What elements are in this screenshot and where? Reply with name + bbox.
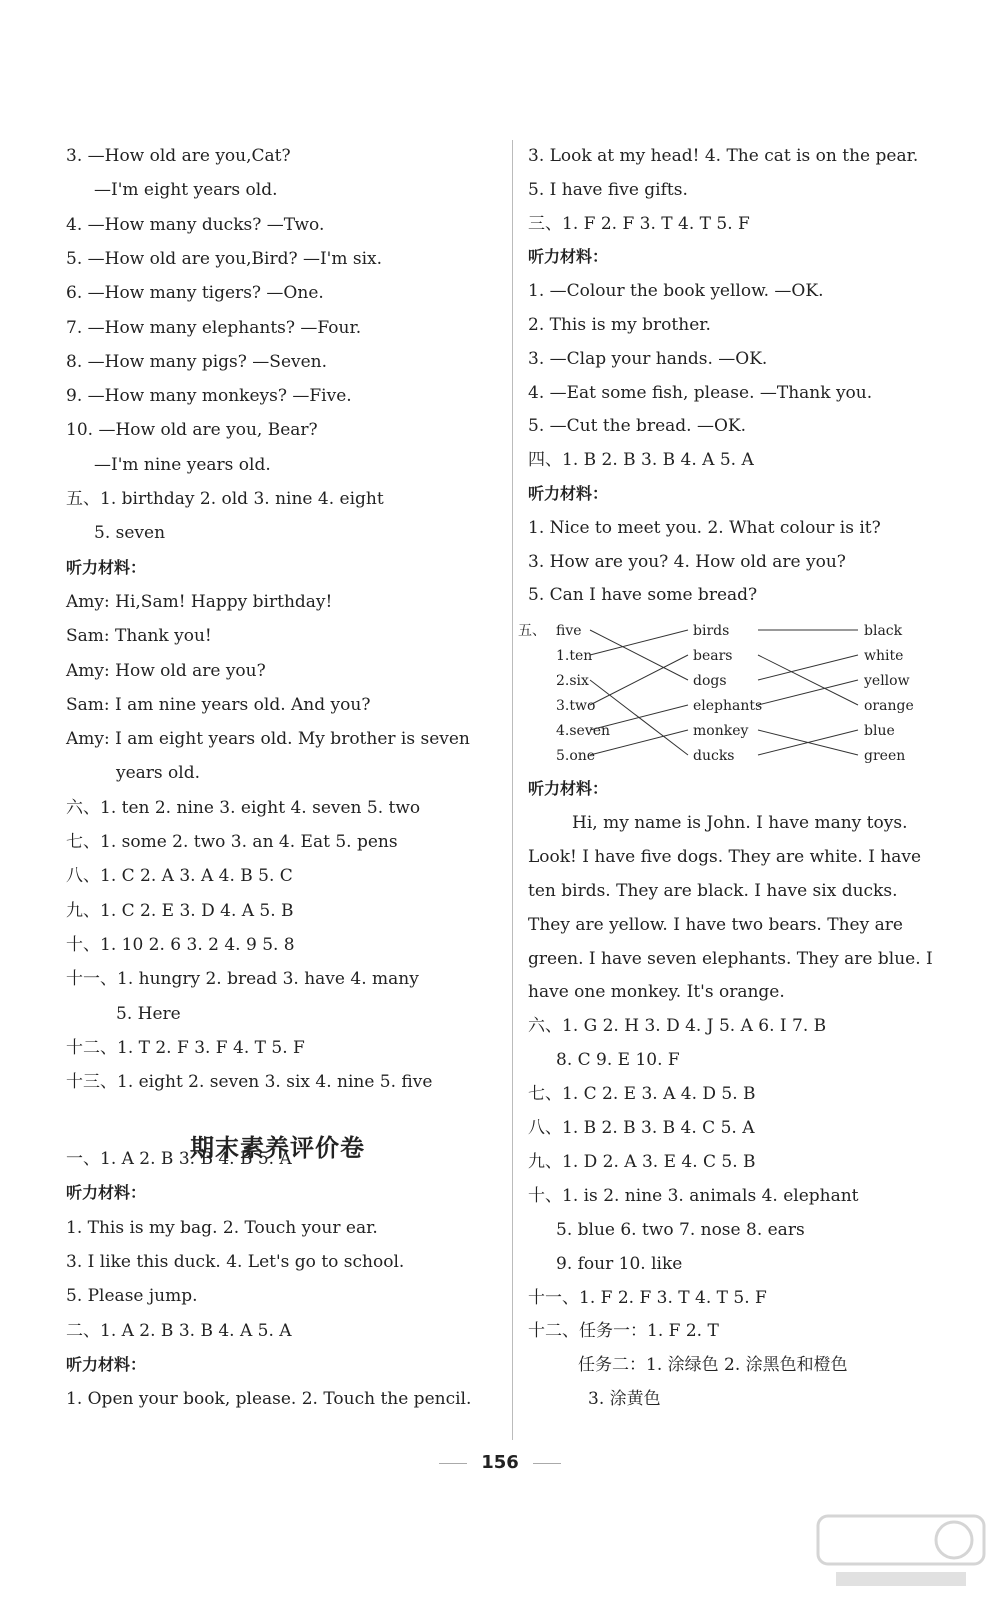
match-line [590, 630, 688, 655]
match-number: 4.seven [556, 723, 611, 739]
matching-label: 五、 [518, 623, 546, 639]
answer-line: 十、1. is 2. nine 3. animals 4. elephant [528, 1185, 859, 1206]
match-colour: green [864, 748, 906, 764]
match-line [590, 655, 688, 705]
answer-line: 1. Nice to meet you. 2. What colour is it? [528, 517, 881, 538]
answer-line: 八、1. B 2. B 3. B 4. C 5. A [528, 1118, 755, 1138]
match-number: 3.two [556, 698, 596, 714]
answer-line: 四、1. B 2. B 3. B 4. A 5. A [528, 450, 754, 471]
answer-line: 七、1. C 2. E 3. A 4. D 5. B [528, 1084, 756, 1105]
answer-line: 8. —How many pigs? —Seven. [66, 351, 328, 372]
site-watermark-logo [816, 1514, 986, 1590]
answer-line: 3. —Clap your hands. —OK. [528, 348, 768, 369]
answer-line: 十、1. 10 2. 6 3. 2 4. 9 5. 8 [66, 934, 295, 955]
section-title: 期末素养评价卷 [190, 1133, 365, 1162]
answer-line: 10. —How old are you, Bear? [66, 420, 318, 441]
match-animal: monkey [693, 723, 749, 739]
answer-line: 七、1. some 2. two 3. an 4. Eat 5. pens [66, 832, 398, 852]
page-number: 156 [0, 1452, 1000, 1473]
listening-material-heading: 听力材料： [66, 557, 147, 577]
answer-line: 3. 涂黄色 [588, 1389, 661, 1410]
answer-line: have one monkey. It's orange. [528, 982, 785, 1003]
column-divider [512, 140, 513, 1440]
match-colour: orange [864, 698, 914, 714]
answer-line: 9. four 10. like [556, 1253, 683, 1274]
match-colour: yellow [864, 673, 910, 689]
answer-line: 5. seven [94, 523, 166, 544]
answer-line: Sam: I am nine years old. And you? [66, 694, 371, 715]
match-number: 1.ten [556, 648, 593, 664]
match-number: 5.one [556, 748, 596, 764]
match-line [758, 680, 858, 705]
answer-line: 3. How are you? 4. How old are you? [528, 551, 846, 572]
match-line [590, 705, 688, 730]
answer-line: 1. This is my bag. 2. Touch your ear. [66, 1217, 378, 1238]
answer-line: 六、1. ten 2. nine 3. eight 4. seven 5. two [66, 797, 421, 818]
answer-line: 9. —How many monkeys? —Five. [66, 386, 352, 407]
listening-material-heading: 听力材料： [66, 1354, 147, 1374]
answer-line: Hi, my name is John. I have many toys. [572, 812, 908, 833]
match-animal: elephants [693, 698, 763, 714]
match-colour: blue [864, 723, 895, 739]
answer-line: 3. Look at my head! 4. The cat is on the pear. [528, 146, 919, 166]
answer-line: 4. —How many ducks? —Two. [66, 214, 325, 235]
match-animal: birds [693, 623, 730, 639]
match-animal: dogs [693, 673, 727, 689]
answer-line: 5. —Cut the bread. —OK. [528, 416, 746, 437]
answer-line: 5. I have five gifts. [528, 179, 688, 200]
answer-line: 八、1. C 2. A 3. A 4. B 5. C [66, 866, 293, 887]
answer-line: 8. C 9. E 10. F [556, 1050, 680, 1071]
answer-line: 十三、1. eight 2. seven 3. six 4. nine 5. five [66, 1072, 433, 1093]
answer-line: 3. —How old are you,Cat? [66, 146, 291, 166]
answer-line: 5. Please jump. [66, 1286, 198, 1307]
answer-line: 十二、任务一：1. F 2. T [528, 1321, 719, 1342]
answer-line: 任务二：1. 涂绿色 2. 涂黑色和橙色 [578, 1355, 848, 1376]
listening-material-heading: 听力材料： [66, 1183, 147, 1203]
match-line [590, 630, 688, 680]
listening-material-heading: 听力材料： [528, 247, 609, 267]
match-animal: ducks [693, 748, 735, 764]
answer-line: 5. Can I have some bread? [528, 585, 758, 606]
answer-line: 5. —How old are you,Bird? —I'm six. [66, 248, 383, 269]
answer-line: 1. Open your book, please. 2. Touch the pencil. [66, 1389, 472, 1410]
answer-line: 1. —Colour the book yellow. —OK. [528, 281, 824, 302]
answer-line: 十二、1. T 2. F 3. F 4. T 5. F [66, 1037, 305, 1058]
answer-line: 十一、1. F 2. F 3. T 4. T 5. F [528, 1287, 767, 1308]
answer-line: 7. —How many elephants? —Four. [66, 317, 362, 338]
match-line [758, 655, 858, 705]
answer-line: green. I have seven elephants. They are blue. I [528, 948, 933, 969]
match-number: 2.six [556, 673, 589, 689]
answer-line: ten birds. They are black. I have six ducks. [528, 880, 898, 901]
listening-material-heading: 听力材料： [528, 484, 609, 503]
answer-line: 2. This is my brother. [528, 315, 711, 335]
answer-line: 九、1. C 2. E 3. D 4. A 5. B [66, 900, 294, 921]
listening-material-heading: 听力材料： [528, 779, 609, 798]
answer-line: 六、1. G 2. H 3. D 4. J 5. A 6. I 7. B [528, 1016, 827, 1037]
answer-line: 3. I like this duck. 4. Let's go to school. [66, 1251, 405, 1272]
answer-line: 三、1. F 2. F 3. T 4. T 5. F [528, 213, 750, 234]
matching-diagram [518, 618, 938, 768]
answer-line: Amy: Hi,Sam! Happy birthday! [66, 591, 333, 612]
answer-line: —I'm nine years old. [94, 454, 271, 475]
answer-line: 一、1. A 2. B 3. B 4. B 5. A [66, 1149, 292, 1169]
match-number: five [556, 623, 582, 639]
answer-line: 九、1. D 2. A 3. E 4. C 5. B [528, 1151, 756, 1172]
matching-exercise [518, 618, 938, 768]
answer-line: —I'm eight years old. [94, 180, 278, 201]
answer-line: Sam: Thank you! [66, 626, 212, 647]
match-animal: bears [693, 648, 733, 664]
answer-line: years old. [116, 763, 201, 784]
match-colour: black [864, 623, 903, 639]
answer-line: Amy: How old are you? [66, 660, 266, 681]
match-colour: white [864, 648, 904, 664]
answer-line: 6. —How many tigers? —One. [66, 283, 324, 304]
answer-line: 4. —Eat some fish, please. —Thank you. [528, 382, 873, 403]
match-line [758, 655, 858, 680]
answer-line: 十一、1. hungry 2. bread 3. have 4. many [66, 969, 419, 990]
answer-line: 二、1. A 2. B 3. B 4. A 5. A [66, 1320, 292, 1341]
answer-line: They are yellow. I have two bears. They are [528, 914, 903, 935]
answer-line: Look! I have five dogs. They are white. I have [528, 846, 922, 867]
answer-line: 五、1. birthday 2. old 3. nine 4. eight [66, 489, 384, 509]
answer-line: Amy: I am eight years old. My brother is seven [66, 729, 470, 750]
answer-line: 5. blue 6. two 7. nose 8. ears [556, 1219, 805, 1240]
answer-line: 5. Here [116, 1003, 181, 1024]
